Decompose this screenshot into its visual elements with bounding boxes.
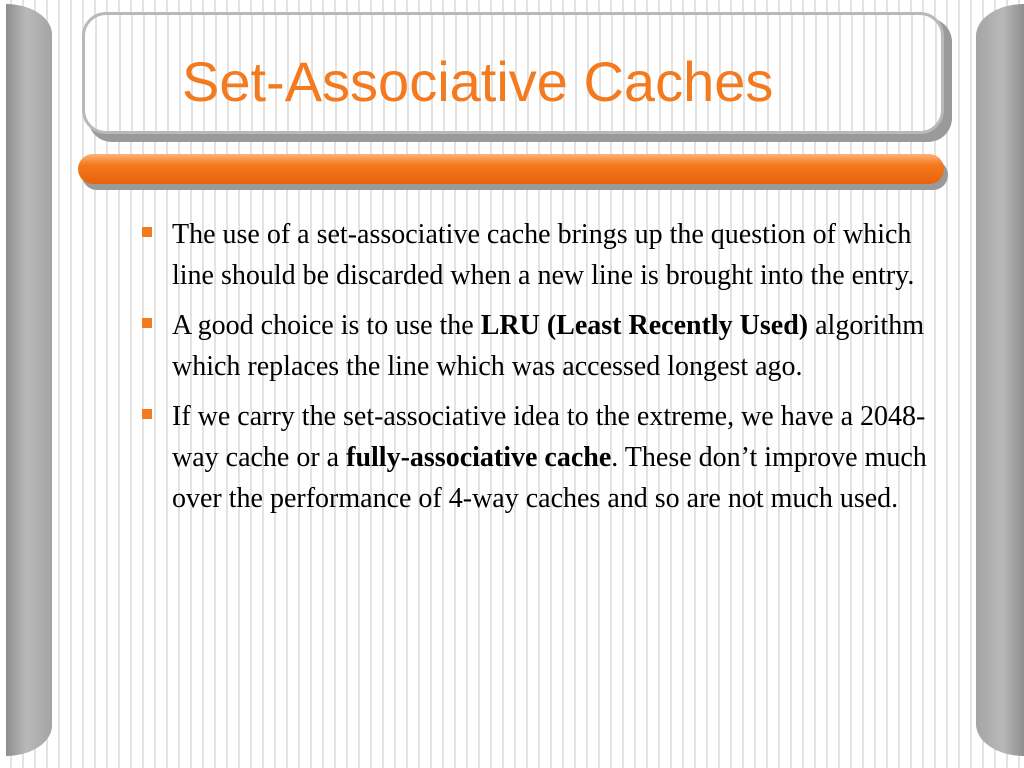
square-bullet-icon bbox=[142, 227, 152, 237]
square-bullet-icon bbox=[142, 409, 152, 419]
bullet-text: The use of a set-associative cache brings up the question of which line should be discarded when a new line is brought into the entry. bbox=[172, 219, 915, 291]
bullet-list bbox=[140, 214, 940, 528]
bullet-item bbox=[140, 305, 940, 387]
bullet-text: If we carry the set-associative idea to the extreme, we have a 2048-way cache or a fully-associative cache. These don’t improve much over the performance of 4-way caches and so are not much used. bbox=[172, 401, 927, 514]
slide-title: Set-Associative Caches bbox=[182, 50, 774, 113]
bullet-text: A good choice is to use the LRU (Least Recently Used) algorithm which replaces the line which was accessed longest ago. bbox=[172, 310, 924, 382]
bullet-item bbox=[140, 214, 940, 296]
left-decorative-pillar bbox=[6, 4, 52, 756]
right-decorative-pillar bbox=[976, 4, 1024, 756]
bold-term: fully-associative cache bbox=[346, 442, 612, 473]
square-bullet-icon bbox=[142, 318, 152, 328]
bullet-item bbox=[140, 396, 940, 519]
bold-term: LRU (Least Recently Used) bbox=[480, 310, 809, 341]
orange-divider-bar bbox=[78, 154, 944, 184]
